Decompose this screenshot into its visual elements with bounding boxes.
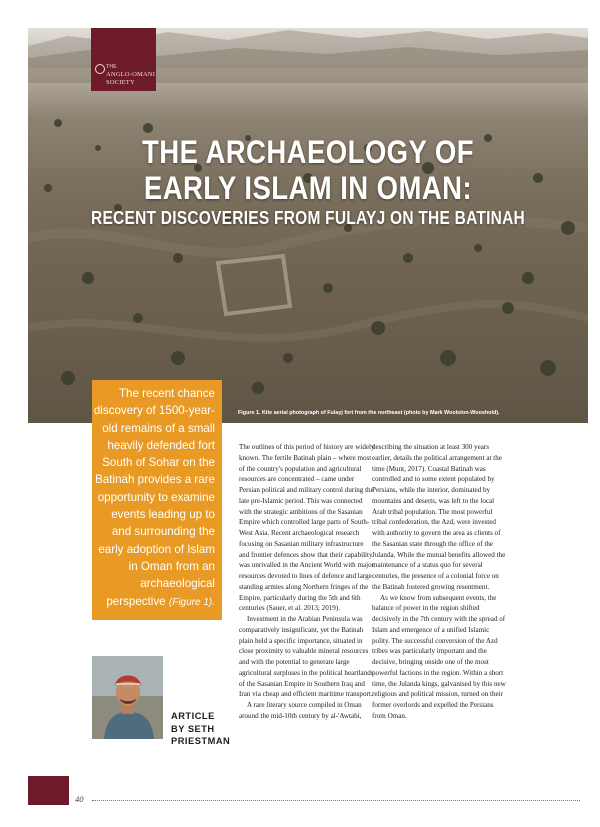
pull-quote-text: [92, 385, 215, 611]
figure-caption: Figure 1. Kite aerial photograph of Fulayj fort from the northeast (photo by Mark Woolston-Wooshold).: [238, 410, 500, 416]
footer-color-block: [28, 776, 69, 805]
author-portrait-illustration: [92, 656, 163, 739]
logo-line-2: ANGLO-OMANI: [106, 71, 156, 78]
logo-line-3: SOCIETY: [106, 79, 135, 86]
column-1-paragraph-1: The outlines of this period of history are widely known. The fertile Batinah plain – where most of the country's population and agricultural resources are concentrated – came under Persian political and military control during the late pre-Islamic period. This was connected with the strategic ambitions of the Sasanian Empire which controlled large parts of South-West Asia. Recent archaeological research focusing on Sasanian military infrastructure and frontier defences show that their capability was unrivalled in the Ancient World with major resources devoted to lines of defence and large standing armies along Northern fringes of the Empire, particularly during the 5th and 6th centuries (Sauer, et al. 2013; 2019).: [239, 443, 375, 613]
pull-quote-box: [92, 380, 222, 620]
byline-line-1: ARTICLE: [171, 711, 215, 721]
article-title-line-2: EARLY ISLAM IN OMAN:: [143, 170, 473, 206]
byline-line-3: PRIESTMAN: [171, 736, 231, 746]
body-column-2: [372, 442, 508, 722]
body-column-1: [239, 442, 375, 722]
pull-quote-body: The recent chance discovery of 1500-year-old remains of a small heavily defended fort South of Sohar on the Batinah provides a rare opportunity to examine events leading up to and surrounding the early adoption of Islam in Oman from an archaeological perspective: [93, 387, 215, 608]
column-2-paragraph-2: As we know from subsequent events, the balance of power in the region shifted decisively in the 7th century with the spread of Islam and emergence of a unified Islamic polity. The successful conversion of the Azd tribes was particularly important and the decisive, bringing onside one of the most powerful factions in the region. Within a short time, the Julanda kings, galvanised by this new religious and political mission, turned on their former overlords and expelled the Persians from Oman.: [372, 593, 506, 720]
article-subtitle: RECENT DISCOVERIES FROM FULAYJ ON THE BATINAH: [91, 208, 525, 228]
footer-dotted-rule: [92, 800, 580, 801]
anglo-omani-society-logo: [91, 28, 156, 91]
society-emblem-icon: [95, 64, 105, 74]
article-title-line-1: THE ARCHAEOLOGY OF: [142, 134, 474, 170]
column-1-paragraph-3: A rare literary source compiled in Oman around the mid-10th century by al-'Awtabi,: [239, 701, 362, 720]
byline: [171, 710, 230, 748]
pull-quote-figure-ref: (Figure 1).: [168, 596, 215, 608]
column-1-paragraph-2: Investment in the Arabian Peninsula was comparatively insignificant, yet the Batinah plain held a specific importance, situated in close proximity to valuable mineral resources and with the potential to generate large agricultural surpluses in the political heartlands of the Sasanian Empire in Southern Iraq and Iran via cheap and efficient maritime transport.: [239, 615, 374, 699]
author-photo: [92, 656, 163, 739]
byline-line-2: BY SETH: [171, 723, 215, 734]
logo-line-1: THE: [106, 64, 117, 70]
page-number: 40: [75, 794, 84, 804]
column-2-paragraph-1: describing the situation at least 300 years earlier, details the political arrangement at the time (Munt, 2017). Coastal Batinah was controlled and to some extent populated by Persians, while the interior, dominated by mountains and deserts, was left to the local Arab tribal population. The most powerful tribal confederation, the Azd, were invested with authority to govern the area as clients of the Sasanian state through the office of the Julanda. While the mutual benefits allowed the maintenance of a status quo for several centuries, the presence of a colonial force on the Batinah fostered growing resentment.: [372, 443, 506, 591]
